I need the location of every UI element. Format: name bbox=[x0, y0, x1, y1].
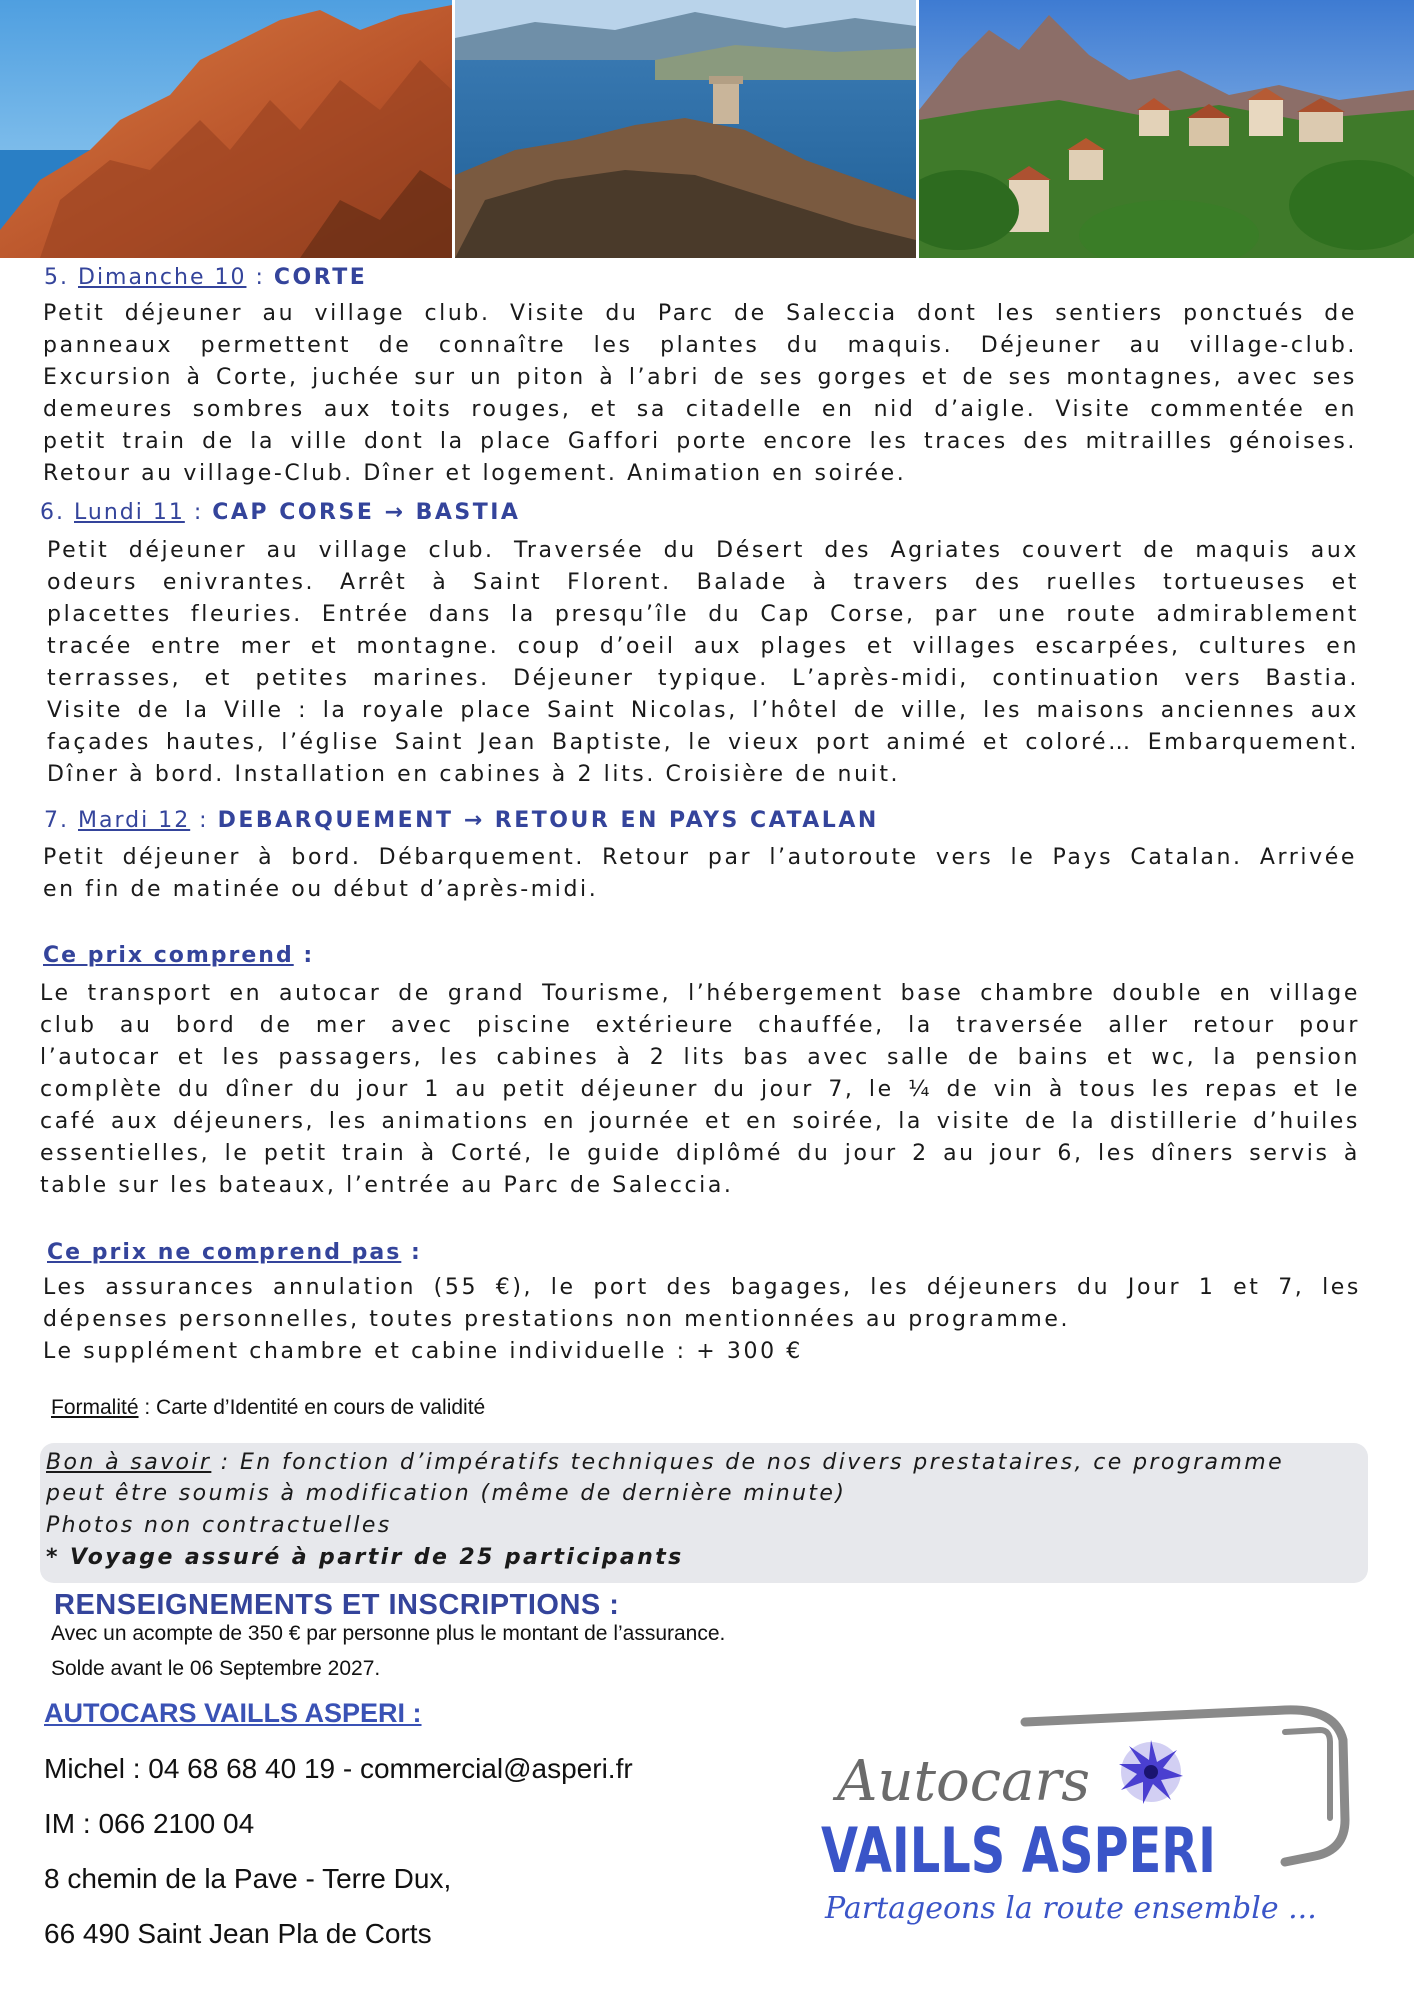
day-number: 7. bbox=[44, 808, 69, 833]
text-line: petit train de la ville dont la place Gaffori porte encore les traces des mitrailles génoises. bbox=[43, 429, 1357, 454]
includes-text bbox=[40, 978, 1360, 1202]
company-address-2: 66 490 Saint Jean Pla de Corts bbox=[44, 1918, 432, 1949]
text-line: terrasses, et petites marines. Déjeuner typique. L’après-midi, continuation vers Bastia. bbox=[47, 666, 1359, 691]
excludes-text bbox=[43, 1272, 1361, 1368]
logo-tagline: Partageons la route ensemble ... bbox=[825, 1891, 1317, 1926]
logo-script: Autocars bbox=[837, 1749, 1090, 1814]
formalite-label: Formalité bbox=[51, 1396, 139, 1419]
text-line: odeurs enivrantes. Arrêt à Saint Florent. Balade à travers des ruelles tortueuses et bbox=[47, 570, 1359, 595]
day-sep: : bbox=[184, 500, 213, 525]
day-number: 6. bbox=[40, 500, 65, 525]
text-line: dépenses personnelles, toutes prestations non mentionnées au programme. bbox=[43, 1307, 1071, 1332]
text-line: l’autocar et les passagers, les cabines à 2 lits bas avec salle de bains et wc, la pension bbox=[40, 1045, 1360, 1070]
text-line: Petit déjeuner à bord. Débarquement. Retour par l’autoroute vers le Pays Catalan. Arrivée bbox=[43, 845, 1357, 870]
text-line: tracée entre mer et montagne. coup d’oeil aux plages et villages escarpées, cultures en bbox=[47, 634, 1359, 659]
text-line: façades hautes, l’église Saint Jean Baptiste, le vieux port animé et coloré… Embarquement. bbox=[47, 730, 1359, 755]
text-line: complète du dîner du jour 1 au petit déjeuner du jour 7, le ¼ de vin à tous les repas et le bbox=[40, 1077, 1360, 1102]
text-line: table sur les bateaux, l’entrée au Parc de Saleccia. bbox=[40, 1173, 734, 1198]
text-line: Visite de la Ville : la royale place Saint Nicolas, l’hôtel de ville, les maisons anciennes aux bbox=[47, 698, 1359, 723]
bon-a-savoir-line-2: peut être soumis à modification (même de dernière minute) bbox=[46, 1481, 847, 1506]
cornflower-icon bbox=[1119, 1740, 1183, 1804]
day-7-heading bbox=[44, 808, 879, 833]
includes-title-text: Ce prix comprend bbox=[43, 943, 294, 968]
company-im: IM : 066 2100 04 bbox=[44, 1808, 255, 1839]
text-line: Le transport en autocar de grand Tourisme, l’hébergement base chambre double en village bbox=[40, 981, 1360, 1006]
includes-title bbox=[43, 943, 314, 968]
day-6-description bbox=[47, 535, 1359, 791]
text-line: Petit déjeuner au village club. Visite du Parc de Saleccia dont les sentiers ponctués de bbox=[43, 301, 1357, 326]
photo-tower-headland bbox=[452, 0, 916, 258]
text-line: en fin de matinée ou début d’après-midi. bbox=[43, 877, 599, 902]
excludes-title bbox=[47, 1240, 422, 1265]
registration-title: RENSEIGNEMENTS ET INSCRIPTIONS : bbox=[54, 1589, 620, 1621]
bon-a-savoir-line-1 bbox=[46, 1450, 1284, 1475]
day-5-description bbox=[43, 298, 1357, 490]
photo-red-rocks bbox=[0, 0, 452, 258]
excludes-title-colon: : bbox=[401, 1240, 422, 1265]
day-place: CAP CORSE → BASTIA bbox=[212, 500, 521, 525]
text-line: panneaux permettent de connaître les plantes du maquis. Déjeuner au village-club. bbox=[43, 333, 1357, 358]
includes-title-colon: : bbox=[293, 943, 315, 968]
company-name: AUTOCARS VAILLS ASPERI : bbox=[44, 1698, 422, 1728]
day-number: 5. bbox=[44, 265, 69, 290]
text-line: Dîner à bord. Installation en cabines à 2 lits. Croisière de nuit. bbox=[47, 762, 901, 787]
day-7-description bbox=[43, 842, 1357, 906]
company-logo bbox=[815, 1700, 1365, 1940]
day-date: Dimanche 10 bbox=[78, 265, 247, 290]
day-5-heading bbox=[44, 265, 367, 290]
day-place: CORTE bbox=[273, 265, 368, 290]
bon-a-savoir-label: Bon à savoir bbox=[46, 1450, 212, 1475]
text-line: essentielles, le petit train à Corté, le guide diplômé du jour 2 au jour 6, les dîners servis à bbox=[40, 1141, 1360, 1166]
day-place: DEBARQUEMENT → RETOUR EN PAYS CATALAN bbox=[217, 808, 879, 833]
text-line: club au bord de mer avec piscine extérieure chauffée, la traversée aller retour pour bbox=[40, 1013, 1360, 1038]
text-line: placettes fleuries. Entrée dans la presqu’île du Cap Corse, par une route admirablement bbox=[47, 602, 1359, 627]
day-6-heading bbox=[40, 500, 520, 525]
day-date: Lundi 11 bbox=[74, 500, 185, 525]
company-contact: Michel : 04 68 68 40 19 - commercial@asperi.fr bbox=[44, 1753, 633, 1784]
bon-a-savoir-text: : En fonction d’impératifs techniques de nos divers prestataires, ce programme bbox=[211, 1450, 1285, 1475]
text-line: Petit déjeuner au village club. Traversée du Désert des Agriates couvert de maquis aux bbox=[47, 538, 1359, 563]
text-line: Excursion à Corte, juchée sur un piton à l’abri de ses gorges et de ses montagnes, avec ses bbox=[43, 365, 1357, 390]
text-line: Le supplément chambre et cabine individuelle : + 300 € bbox=[43, 1339, 803, 1364]
day-sep: : bbox=[246, 265, 274, 290]
day-date: Mardi 12 bbox=[78, 808, 191, 833]
logo-name: VAILLS ASPERI bbox=[821, 1814, 1216, 1887]
registration-line-2: Solde avant le 06 Septembre 2027. bbox=[51, 1657, 381, 1680]
logo-graphic bbox=[815, 1700, 1365, 1940]
text-line: demeures sombres aux toits rouges, et sa citadelle en nid d’aigle. Visite commentée en bbox=[43, 397, 1357, 422]
bon-a-savoir-line-3: Photos non contractuelles bbox=[46, 1513, 392, 1538]
text-line: Retour au village-Club. Dîner et logement. Animation en soirée. bbox=[43, 461, 907, 486]
company-address-1: 8 chemin de la Pave - Terre Dux, bbox=[44, 1863, 452, 1894]
formalite-text: : Carte d’Identité en cours de validité bbox=[138, 1396, 486, 1419]
registration-line-1: Avec un acompte de 350 € par personne plus le montant de l’assurance. bbox=[51, 1622, 726, 1645]
text-line: café aux déjeuners, les animations en journée et en soirée, la visite de la distillerie d’huiles bbox=[40, 1109, 1360, 1134]
excludes-title-text: Ce prix ne comprend pas bbox=[47, 1240, 402, 1265]
formalite-line bbox=[51, 1396, 485, 1420]
photo-mountain-village bbox=[916, 0, 1414, 258]
day-sep: : bbox=[190, 808, 218, 833]
photo-banner bbox=[0, 0, 1414, 258]
text-line: Les assurances annulation (55 €), le port des bagages, les déjeuners du Jour 1 et 7, les bbox=[43, 1275, 1361, 1300]
bon-a-savoir-line-4: * Voyage assuré à partir de 25 participants bbox=[46, 1545, 684, 1570]
